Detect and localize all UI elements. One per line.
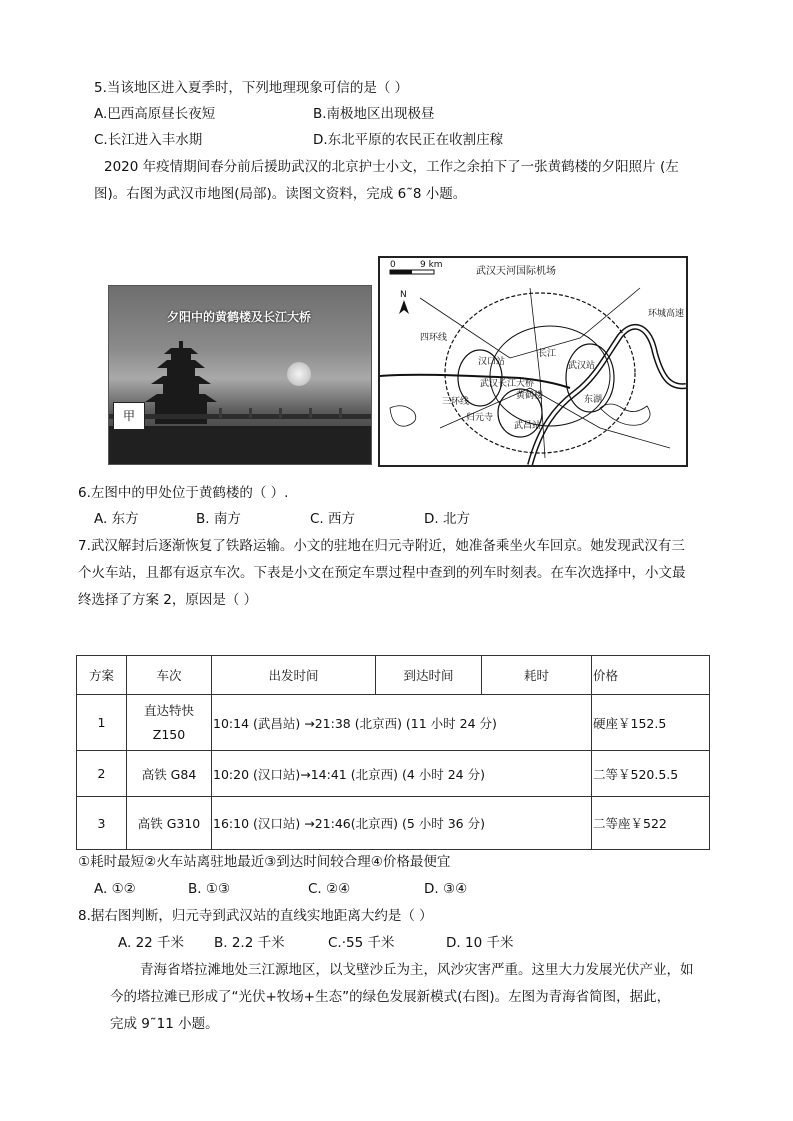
row-detail: 10:14 (武昌站) →21:38 (北京西) (11 小时 24 分) <box>212 695 592 751</box>
scale-zero: 0 <box>390 260 396 270</box>
row-plan: 2 <box>77 751 127 797</box>
map-label-ring3: 三环线 <box>442 397 470 407</box>
q8-option-a: A. 22 千米 <box>118 935 185 951</box>
north-label: N <box>400 290 407 300</box>
map-label-ring4: 四环线 <box>420 333 448 343</box>
marker-jia: 甲 <box>113 402 145 430</box>
intro1-line2: 图)。右图为武汉市地图(局部)。读图文资料，完成 6˜8 小题。 <box>94 186 467 202</box>
q5-stem: 5.当该地区进入夏季时，下列地理现象可信的是（ ） <box>94 80 409 96</box>
header-train: 车次 <box>127 656 212 695</box>
map-label-guiyuan: 归元寺 <box>466 413 494 423</box>
q6-option-a: A. 东方 <box>94 511 139 527</box>
row-train-number: Z150 <box>152 726 186 742</box>
map-lines <box>380 258 686 465</box>
row-train-type: 高铁 G84 <box>127 751 212 797</box>
airport-label: 武汉天河国际机场 <box>476 266 556 277</box>
map-label-donghu: 东湖 <box>584 395 603 405</box>
wuhan-map <box>378 256 688 467</box>
map-label-hankou: 汉口站 <box>478 357 506 367</box>
q6-option-b: B. 南方 <box>196 511 241 527</box>
q7-option-d: D. ③④ <box>424 881 468 897</box>
intro1-line1: 2020 年疫情期间春分前后援助武汉的北京护士小文，工作之余拍下了一张黄鹤楼的夕阳照片 (左 <box>104 159 679 175</box>
q8-option-b: B. 2.2 千米 <box>214 935 285 951</box>
table-row <box>77 695 710 751</box>
intro2-line1: 青海省塔拉滩地处三江源地区，以戈壁沙丘为主，风沙灾害严重。这里大力发展光伏产业，如 <box>140 962 694 978</box>
map-label-ring-expressway: 环城高速 <box>648 309 685 319</box>
row-plan: 1 <box>77 695 127 751</box>
row-price: 硬座￥152.5 <box>592 695 710 751</box>
q7-option-c: C. ②④ <box>308 881 351 897</box>
q5-option-d: D.东北平原的农民正在收割庄稼 <box>313 132 504 148</box>
scale-label: 9 km <box>420 260 443 270</box>
q5-option-b: B.南极地区出现极昼 <box>313 106 435 122</box>
row-train <box>127 695 212 751</box>
table-header-row <box>77 656 710 695</box>
q6-option-d: D. 北方 <box>424 511 470 527</box>
intro2-line3: 完成 9˜11 小题。 <box>110 1016 219 1032</box>
row-detail: 16:10 (汉口站) →21:46(北京西) (5 小时 36 分) <box>212 797 592 850</box>
header-arrive: 到达时间 <box>376 656 482 695</box>
q8-stem: 8.据右图判断，归元寺到武汉站的直线实地距离大约是（ ） <box>78 908 433 924</box>
q8-option-c: C.·55 千米 <box>328 935 395 951</box>
tower-silhouette-icon <box>109 286 371 464</box>
table-note: ①耗时最短②火车站离驻地最近③到达时间较合理④价格最便宜 <box>78 854 451 870</box>
header-plan: 方案 <box>77 656 127 695</box>
table-row <box>77 751 710 797</box>
map-label-tower: 黄鹤楼 <box>516 391 544 401</box>
q8-option-d: D. 10 千米 <box>446 935 514 951</box>
q7-option-a: A. ①② <box>94 881 136 897</box>
photo-caption: 夕阳中的黄鹤楼及长江大桥 <box>167 310 312 324</box>
row-price: 二等座￥522 <box>592 797 710 850</box>
map-label-bridge: 武汉长江大桥 <box>480 379 535 389</box>
q7-line3: 终选择了方案 2，原因是（ ） <box>78 592 258 608</box>
q5-option-c: C.长江进入丰水期 <box>94 132 203 148</box>
q7-line1: 7.武汉解封后逐渐恢复了铁路运输。小文的驻地在归元寺附近，她准备乘坐火车回京。她发现武汉有三 <box>78 538 685 554</box>
map-label-yangtze: 长江 <box>538 349 557 359</box>
q5-option-a: A.巴西高原昼长夜短 <box>94 106 216 122</box>
q6-stem: 6.左图中的甲处位于黄鹤楼的（ ）. <box>78 485 289 501</box>
map-label-wuchang: 武昌站 <box>514 421 542 431</box>
q7-option-b: B. ①③ <box>188 881 231 897</box>
row-train-type: 直达特快 <box>143 702 194 718</box>
q6-option-c: C. 西方 <box>310 511 356 527</box>
table-row <box>77 797 710 850</box>
header-depart: 出发时间 <box>212 656 376 695</box>
header-price: 价格 <box>592 656 710 695</box>
intro2-line2: 今的塔拉滩已形成了“光伏+牧场+生态”的绿色发展新模式(右图)。左图为青海省简图，据此， <box>110 989 671 1005</box>
row-detail: 10:20 (汉口站)→14:41 (北京西) (4 小时 24 分) <box>212 751 592 797</box>
yellow-crane-tower-photo <box>108 285 372 465</box>
header-duration: 耗时 <box>482 656 592 695</box>
q7-line2: 个火车站，且都有返京车次。下表是小文在预定车票过程中查到的列车时刻表。在车次选择中，小文最 <box>78 565 686 581</box>
train-timetable <box>76 655 710 850</box>
row-train-type: 高铁 G310 <box>127 797 212 850</box>
map-label-wuhan-station: 武汉站 <box>568 361 596 371</box>
row-price: 二等￥520.5.5 <box>592 751 710 797</box>
row-plan: 3 <box>77 797 127 850</box>
